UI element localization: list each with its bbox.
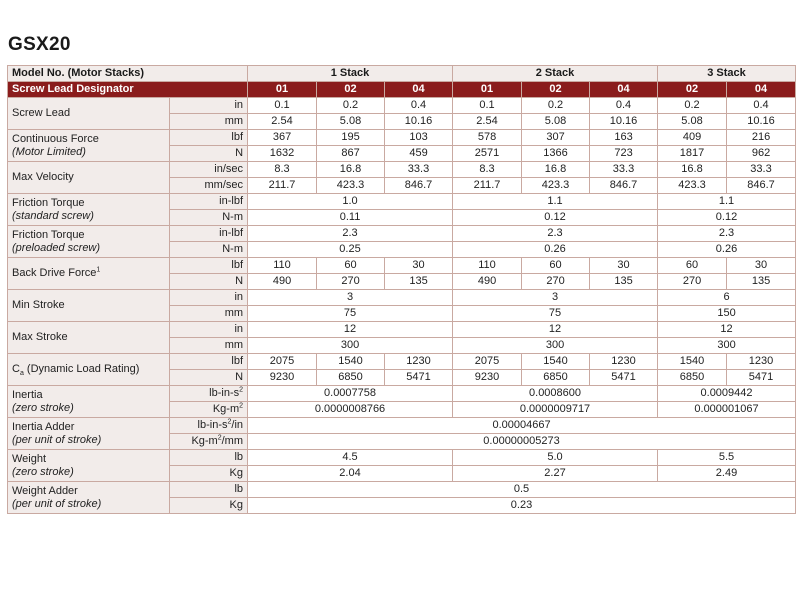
spec-table bbox=[7, 65, 796, 514]
value-cell: 1366 bbox=[522, 146, 590, 162]
value-cell: 10.16 bbox=[727, 114, 796, 130]
unit-cell: Kg bbox=[170, 466, 248, 482]
value-cell: 490 bbox=[248, 274, 317, 290]
value-cell: 211.7 bbox=[453, 178, 522, 194]
value-cell: 110 bbox=[453, 258, 522, 274]
table-row bbox=[8, 194, 796, 210]
unit-cell: lbf bbox=[170, 130, 248, 146]
value-cell: 6 bbox=[658, 290, 796, 306]
unit-cell bbox=[170, 402, 248, 418]
param-label-rest: (Dynamic Load Rating) bbox=[23, 363, 140, 375]
unit-sup: 2 bbox=[239, 402, 244, 410]
unit-cell: in bbox=[170, 98, 248, 114]
unit-cell: mm bbox=[170, 338, 248, 354]
unit-sup: 2 bbox=[227, 418, 232, 426]
unit-text: Kg-m bbox=[191, 435, 218, 447]
value-cell: 0.0007758 bbox=[248, 386, 453, 402]
value-cell: 1632 bbox=[248, 146, 317, 162]
unit-cell: mm bbox=[170, 306, 248, 322]
value-cell: 1.1 bbox=[453, 194, 658, 210]
value-cell: 0.00000005273 bbox=[248, 434, 796, 450]
value-cell: 0.23 bbox=[248, 498, 796, 514]
value-cell: 6850 bbox=[522, 370, 590, 386]
value-cell: 8.3 bbox=[248, 162, 317, 178]
param-max-stroke: Max Stroke bbox=[8, 322, 170, 354]
unit-cell: N bbox=[170, 146, 248, 162]
value-cell: 4.5 bbox=[248, 450, 453, 466]
unit-text-rest: /in bbox=[231, 419, 244, 431]
table-row bbox=[8, 386, 796, 402]
unit-cell: lbf bbox=[170, 258, 248, 274]
value-cell: 0.00004667 bbox=[248, 418, 796, 434]
value-cell: 459 bbox=[385, 146, 453, 162]
value-cell: 0.26 bbox=[453, 242, 658, 258]
param-weight-adder bbox=[8, 482, 170, 514]
value-cell: 216 bbox=[727, 130, 796, 146]
stack-2-header: 2 Stack bbox=[453, 66, 658, 82]
param-max-velocity: Max Velocity bbox=[8, 162, 170, 194]
designator-cell: 01 bbox=[248, 82, 317, 98]
value-cell: 2.27 bbox=[453, 466, 658, 482]
value-cell: 270 bbox=[317, 274, 385, 290]
unit-cell bbox=[170, 434, 248, 450]
value-cell: 10.16 bbox=[590, 114, 658, 130]
value-cell: 110 bbox=[248, 258, 317, 274]
value-cell: 2075 bbox=[453, 354, 522, 370]
value-cell: 490 bbox=[453, 274, 522, 290]
table-row bbox=[8, 290, 796, 306]
param-weight bbox=[8, 450, 170, 482]
value-cell: 135 bbox=[727, 274, 796, 290]
unit-cell: in-lbf bbox=[170, 226, 248, 242]
value-cell: 1540 bbox=[317, 354, 385, 370]
unit-cell: in-lbf bbox=[170, 194, 248, 210]
value-cell: 423.3 bbox=[658, 178, 727, 194]
designator-label: Screw Lead Designator bbox=[8, 82, 248, 98]
table-row bbox=[8, 482, 796, 498]
table-row bbox=[8, 354, 796, 370]
unit-cell: in bbox=[170, 290, 248, 306]
value-cell: 30 bbox=[727, 258, 796, 274]
designator-cell: 04 bbox=[727, 82, 796, 98]
value-cell: 1230 bbox=[590, 354, 658, 370]
value-cell: 60 bbox=[658, 258, 727, 274]
param-subscript: a bbox=[19, 370, 24, 378]
table-row bbox=[8, 418, 796, 434]
param-label: Friction Torque bbox=[12, 228, 85, 241]
param-sublabel: (zero stroke) bbox=[12, 465, 74, 478]
unit-text-rest: /mm bbox=[221, 435, 244, 447]
unit-cell: lb bbox=[170, 482, 248, 498]
value-cell: 270 bbox=[658, 274, 727, 290]
param-back-drive bbox=[8, 258, 170, 290]
value-cell: 163 bbox=[590, 130, 658, 146]
value-cell: 2.54 bbox=[453, 114, 522, 130]
value-cell: 0.12 bbox=[658, 210, 796, 226]
designator-cell: 02 bbox=[658, 82, 727, 98]
unit-cell: N-m bbox=[170, 210, 248, 226]
value-cell: 962 bbox=[727, 146, 796, 162]
value-cell: 0.1 bbox=[453, 98, 522, 114]
value-cell: 0.26 bbox=[658, 242, 796, 258]
param-sublabel: (zero stroke) bbox=[12, 401, 74, 414]
table-row bbox=[8, 322, 796, 338]
value-cell: 846.7 bbox=[590, 178, 658, 194]
param-screw-lead: Screw Lead bbox=[8, 98, 170, 130]
unit-sup: 2 bbox=[217, 434, 222, 442]
table-row bbox=[8, 258, 796, 274]
designator-cell: 04 bbox=[590, 82, 658, 98]
value-cell: 5471 bbox=[385, 370, 453, 386]
value-cell: 0.4 bbox=[727, 98, 796, 114]
value-cell: 135 bbox=[385, 274, 453, 290]
param-friction-preloaded bbox=[8, 226, 170, 258]
value-cell: 2.3 bbox=[453, 226, 658, 242]
unit-cell: mm bbox=[170, 114, 248, 130]
value-cell: 0.0000009717 bbox=[453, 402, 658, 418]
value-cell: 723 bbox=[590, 146, 658, 162]
value-cell: 2.3 bbox=[658, 226, 796, 242]
value-cell: 300 bbox=[248, 338, 453, 354]
value-cell: 33.3 bbox=[590, 162, 658, 178]
value-cell: 2571 bbox=[453, 146, 522, 162]
value-cell: 1540 bbox=[658, 354, 727, 370]
value-cell: 3 bbox=[453, 290, 658, 306]
value-cell: 0.5 bbox=[248, 482, 796, 498]
table-row bbox=[8, 98, 796, 114]
unit-text: Kg-m bbox=[212, 403, 240, 415]
value-cell: 1540 bbox=[522, 354, 590, 370]
value-cell: 150 bbox=[658, 306, 796, 322]
value-cell: 867 bbox=[317, 146, 385, 162]
param-label: Friction Torque bbox=[12, 196, 85, 209]
value-cell: 367 bbox=[248, 130, 317, 146]
unit-cell: in bbox=[170, 322, 248, 338]
value-cell: 2075 bbox=[248, 354, 317, 370]
value-cell: 30 bbox=[385, 258, 453, 274]
value-cell: 0.2 bbox=[317, 98, 385, 114]
param-inertia bbox=[8, 386, 170, 418]
param-sublabel: (preloaded screw) bbox=[12, 241, 101, 254]
value-cell: 5.08 bbox=[317, 114, 385, 130]
param-sublabel: (per unit of stroke) bbox=[12, 433, 102, 446]
value-cell: 0.2 bbox=[522, 98, 590, 114]
value-cell: 1230 bbox=[385, 354, 453, 370]
value-cell: 846.7 bbox=[727, 178, 796, 194]
value-cell: 8.3 bbox=[453, 162, 522, 178]
table-row bbox=[8, 130, 796, 146]
value-cell: 33.3 bbox=[385, 162, 453, 178]
value-cell: 1.0 bbox=[248, 194, 453, 210]
unit-cell: lbf bbox=[170, 354, 248, 370]
unit-cell bbox=[170, 418, 248, 434]
value-cell: 0.25 bbox=[248, 242, 453, 258]
value-cell: 0.4 bbox=[385, 98, 453, 114]
value-cell: 423.3 bbox=[317, 178, 385, 194]
param-label: Inertia bbox=[12, 388, 43, 401]
value-cell: 2.3 bbox=[248, 226, 453, 242]
unit-cell: N bbox=[170, 370, 248, 386]
value-cell: 60 bbox=[522, 258, 590, 274]
value-cell: 12 bbox=[453, 322, 658, 338]
value-cell: 2.54 bbox=[248, 114, 317, 130]
page-title: GSX20 bbox=[8, 34, 71, 55]
value-cell: 1.1 bbox=[658, 194, 796, 210]
value-cell: 6850 bbox=[658, 370, 727, 386]
value-cell: 3 bbox=[248, 290, 453, 306]
value-cell: 0.0008600 bbox=[453, 386, 658, 402]
value-cell: 0.0000008766 bbox=[248, 402, 453, 418]
param-dynamic-load bbox=[8, 354, 170, 386]
stack-1-header: 1 Stack bbox=[248, 66, 453, 82]
value-cell: 0.2 bbox=[658, 98, 727, 114]
value-cell: 0.000001067 bbox=[658, 402, 796, 418]
value-cell: 5.08 bbox=[522, 114, 590, 130]
unit-cell bbox=[170, 386, 248, 402]
param-label: C bbox=[12, 363, 20, 375]
value-cell: 16.8 bbox=[658, 162, 727, 178]
value-cell: 75 bbox=[248, 306, 453, 322]
param-label: Inertia Adder bbox=[12, 420, 75, 433]
value-cell: 0.4 bbox=[590, 98, 658, 114]
param-continuous-force bbox=[8, 130, 170, 162]
value-cell: 103 bbox=[385, 130, 453, 146]
param-friction-standard bbox=[8, 194, 170, 226]
header-row-stacks bbox=[8, 66, 796, 82]
value-cell: 578 bbox=[453, 130, 522, 146]
unit-sup: 2 bbox=[239, 386, 244, 394]
value-cell: 1817 bbox=[658, 146, 727, 162]
value-cell: 846.7 bbox=[385, 178, 453, 194]
footnote-marker: 1 bbox=[96, 266, 101, 274]
param-sublabel: (standard screw) bbox=[12, 209, 94, 222]
value-cell: 2.04 bbox=[248, 466, 453, 482]
value-cell: 270 bbox=[522, 274, 590, 290]
designator-cell: 01 bbox=[453, 82, 522, 98]
designator-cell: 02 bbox=[317, 82, 385, 98]
value-cell: 12 bbox=[248, 322, 453, 338]
value-cell: 0.0009442 bbox=[658, 386, 796, 402]
value-cell: 5.5 bbox=[658, 450, 796, 466]
table-row bbox=[8, 226, 796, 242]
value-cell: 409 bbox=[658, 130, 727, 146]
value-cell: 9230 bbox=[453, 370, 522, 386]
unit-cell: Kg bbox=[170, 498, 248, 514]
unit-text: lb-in-s bbox=[197, 419, 228, 431]
param-min-stroke: Min Stroke bbox=[8, 290, 170, 322]
unit-cell: N bbox=[170, 274, 248, 290]
value-cell: 2.49 bbox=[658, 466, 796, 482]
value-cell: 300 bbox=[453, 338, 658, 354]
param-label: Weight Adder bbox=[12, 484, 78, 497]
value-cell: 60 bbox=[317, 258, 385, 274]
value-cell: 135 bbox=[590, 274, 658, 290]
value-cell: 5471 bbox=[590, 370, 658, 386]
model-label: Model No. (Motor Stacks) bbox=[8, 66, 248, 82]
value-cell: 5471 bbox=[727, 370, 796, 386]
param-label: Continuous Force bbox=[12, 132, 99, 145]
value-cell: 0.12 bbox=[453, 210, 658, 226]
unit-cell: mm/sec bbox=[170, 178, 248, 194]
value-cell: 5.0 bbox=[453, 450, 658, 466]
value-cell: 9230 bbox=[248, 370, 317, 386]
value-cell: 0.11 bbox=[248, 210, 453, 226]
value-cell: 300 bbox=[658, 338, 796, 354]
value-cell: 0.1 bbox=[248, 98, 317, 114]
table-row bbox=[8, 162, 796, 178]
value-cell: 211.7 bbox=[248, 178, 317, 194]
value-cell: 33.3 bbox=[727, 162, 796, 178]
designator-cell: 02 bbox=[522, 82, 590, 98]
unit-cell: N-m bbox=[170, 242, 248, 258]
unit-cell: in/sec bbox=[170, 162, 248, 178]
unit-cell: lb bbox=[170, 450, 248, 466]
value-cell: 1230 bbox=[727, 354, 796, 370]
value-cell: 30 bbox=[590, 258, 658, 274]
value-cell: 5.08 bbox=[658, 114, 727, 130]
value-cell: 6850 bbox=[317, 370, 385, 386]
designator-cell: 04 bbox=[385, 82, 453, 98]
param-inertia-adder bbox=[8, 418, 170, 450]
value-cell: 307 bbox=[522, 130, 590, 146]
param-sublabel: (per unit of stroke) bbox=[12, 497, 102, 510]
value-cell: 10.16 bbox=[385, 114, 453, 130]
value-cell: 12 bbox=[658, 322, 796, 338]
header-row-designators bbox=[8, 82, 796, 98]
value-cell: 195 bbox=[317, 130, 385, 146]
value-cell: 423.3 bbox=[522, 178, 590, 194]
unit-text: lb-in-s bbox=[209, 387, 240, 399]
value-cell: 16.8 bbox=[317, 162, 385, 178]
stack-3-header: 3 Stack bbox=[658, 66, 796, 82]
param-label: Weight bbox=[12, 452, 47, 465]
param-label: Back Drive Force bbox=[12, 267, 97, 279]
value-cell: 75 bbox=[453, 306, 658, 322]
table-row bbox=[8, 450, 796, 466]
param-sublabel: (Motor Limited) bbox=[12, 145, 86, 158]
value-cell: 16.8 bbox=[522, 162, 590, 178]
